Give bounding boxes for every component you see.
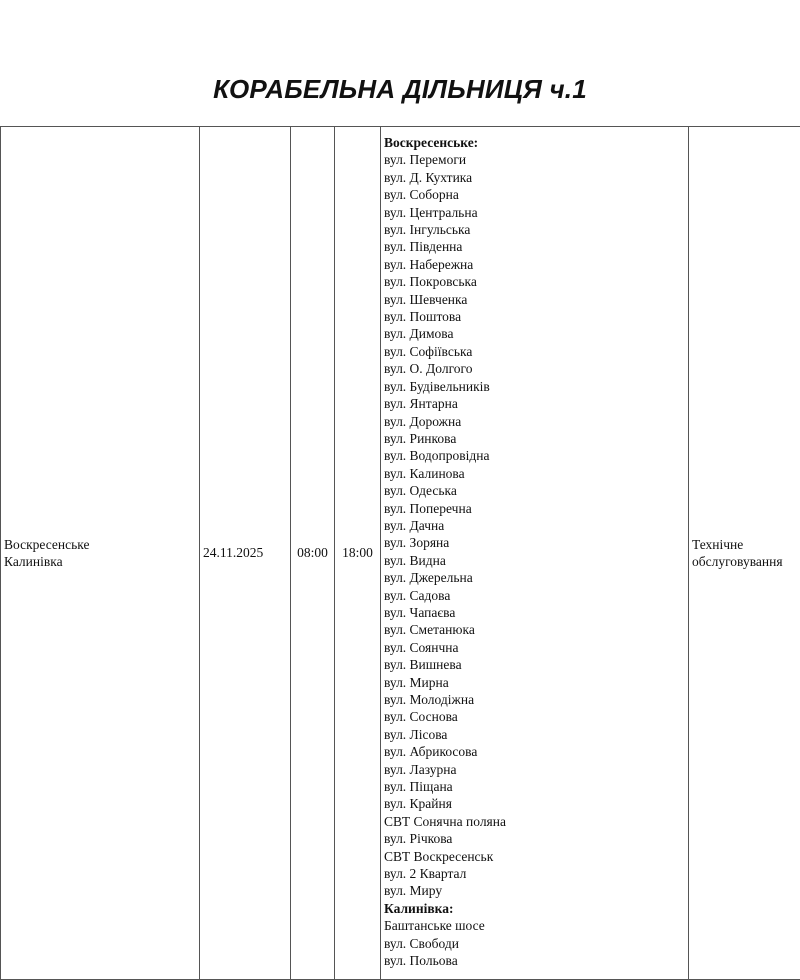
street-item: вул. Дорожна	[384, 413, 685, 430]
street-item: вул. Покровська	[384, 273, 685, 290]
street-item: вул. Річкова	[384, 830, 685, 847]
page-title: КОРАБЕЛЬНА ДІЛЬНИЦЯ ч.1	[0, 74, 800, 105]
street-item: вул. Крайня	[384, 795, 685, 812]
settlement-group-heading: Калинівка:	[384, 900, 685, 917]
settlement-name: Калинівка	[4, 553, 196, 570]
street-item: вул. Соборна	[384, 186, 685, 203]
date-cell: 24.11.2025	[200, 127, 291, 980]
street-item: СВТ Сонячна поляна	[384, 813, 685, 830]
start-time-cell: 08:00	[291, 127, 335, 980]
street-item: вул. Чапаєва	[384, 604, 685, 621]
street-item: вул. Центральна	[384, 204, 685, 221]
street-item: вул. Садова	[384, 587, 685, 604]
table-row	[1, 127, 800, 980]
street-item: вул. Янтарна	[384, 395, 685, 412]
street-item: вул. Ринкова	[384, 430, 685, 447]
street-item: вул. Перемоги	[384, 151, 685, 168]
reason-text: обслуговування	[692, 553, 797, 570]
street-item: вул. Джерельна	[384, 569, 685, 586]
street-item: вул. Сметанюка	[384, 621, 685, 638]
street-item: вул. Шевченка	[384, 291, 685, 308]
street-item: вул. О. Долгого	[384, 360, 685, 377]
street-item: вул. Піщана	[384, 778, 685, 795]
streets-cell	[381, 127, 689, 980]
street-item: вул. Одеська	[384, 482, 685, 499]
street-item: вул. Інгульська	[384, 221, 685, 238]
street-item: вул. Зоряна	[384, 534, 685, 551]
street-item: вул. Водопровідна	[384, 447, 685, 464]
reason-cell	[689, 127, 800, 980]
street-item: вул. Поштова	[384, 308, 685, 325]
street-item: вул. Південна	[384, 238, 685, 255]
street-item: вул. Абрикосова	[384, 743, 685, 760]
street-item: Баштанське шосе	[384, 917, 685, 934]
street-item: вул. Софіївська	[384, 343, 685, 360]
streets-list	[384, 134, 685, 970]
street-item: вул. Мирна	[384, 674, 685, 691]
street-item: вул. Соянчна	[384, 639, 685, 656]
end-time-cell: 18:00	[335, 127, 381, 980]
street-item: вул. Набережна	[384, 256, 685, 273]
reason-text: Технічне	[692, 536, 797, 553]
street-item: вул. Видна	[384, 552, 685, 569]
street-item: вул. Лісова	[384, 726, 685, 743]
settlement-name: Воскресенське	[4, 536, 196, 553]
street-item: вул. Димова	[384, 325, 685, 342]
street-item: вул. Миру	[384, 882, 685, 899]
street-item: вул. Польова	[384, 952, 685, 969]
settlements-cell	[1, 127, 200, 980]
outage-schedule-table	[0, 126, 800, 980]
street-item: вул. Д. Кухтика	[384, 169, 685, 186]
street-item: вул. Молодіжна	[384, 691, 685, 708]
street-item: вул. 2 Квартал	[384, 865, 685, 882]
street-item: вул. Будівельників	[384, 378, 685, 395]
street-item: вул. Калинова	[384, 465, 685, 482]
street-item: вул. Соснова	[384, 708, 685, 725]
street-item: вул. Свободи	[384, 935, 685, 952]
street-item: вул. Лазурна	[384, 761, 685, 778]
street-item: СВТ Воскресенськ	[384, 848, 685, 865]
street-item: вул. Вишнева	[384, 656, 685, 673]
street-item: вул. Поперечна	[384, 500, 685, 517]
settlement-group-heading: Воскресенське:	[384, 134, 685, 151]
street-item: вул. Дачна	[384, 517, 685, 534]
